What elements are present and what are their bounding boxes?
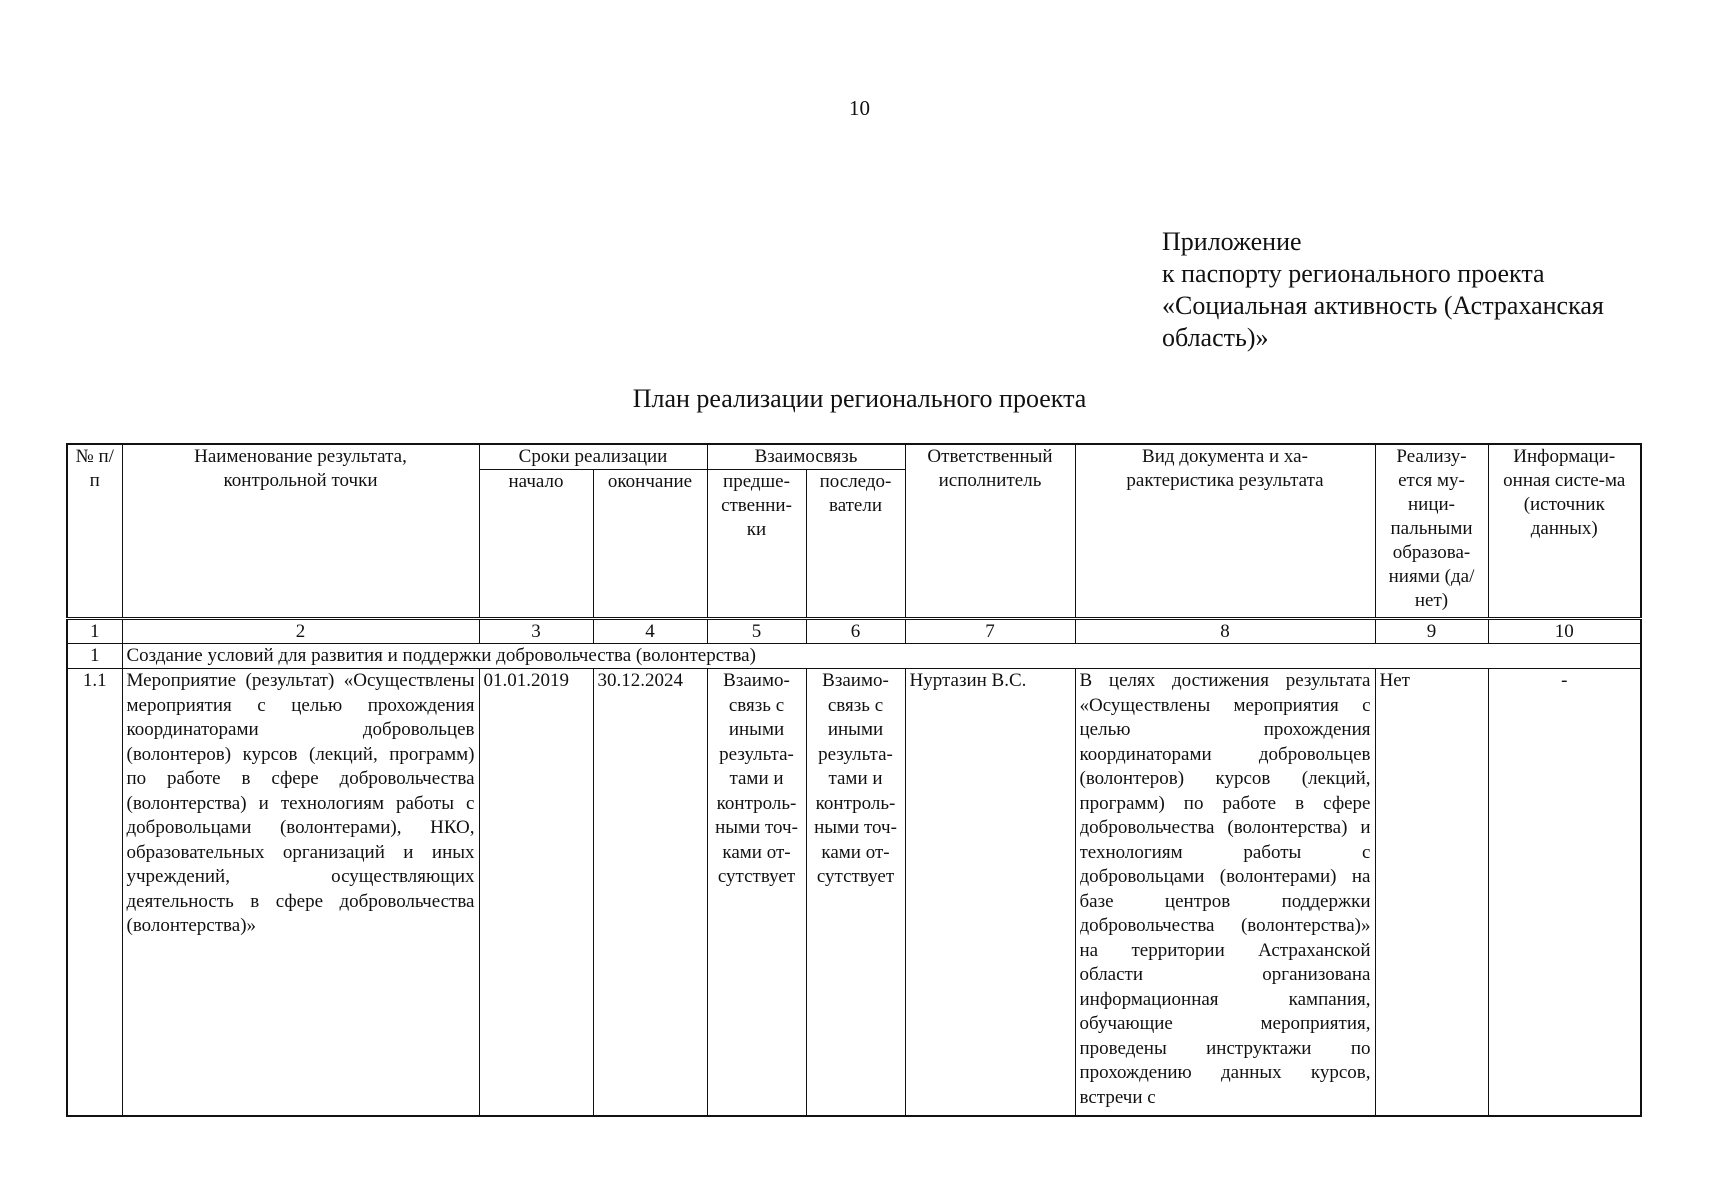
document-title: План реализации регионального проекта (632, 384, 1087, 413)
column-number: 6 (806, 619, 905, 644)
header-municipal: Реализу-ется му-ници-пальными образова-ниями (да/нет) (1375, 444, 1488, 619)
column-number: 4 (593, 619, 707, 644)
successors-cell: Взаимо-связь с иными результа-тами и контроль-ными точ-ками от-сутствует (806, 669, 905, 1117)
table-row (67, 669, 1641, 1117)
column-number: 9 (1375, 619, 1488, 644)
column-number: 1 (67, 619, 122, 644)
responsible-cell: Нуртазин В.С. (905, 669, 1075, 1117)
column-number: 2 (122, 619, 479, 644)
column-number-row (67, 619, 1641, 644)
document-text: В целях достижения результата «Осуществлены мероприятия с целью прохождения координаторами добровольцев (волонтеров) курсов (лекций, программ) по работе в сфере добровольчества (волонтерства) и технологиям работы с добровольцами (волонтерами) на базе центров поддержки добровольчества (волонтерства)» на территории Астраханской области организована информационная кампания, обучающие мероприятия, проведены инструктажи по прохождению данных курсов, встречи с (1079, 670, 1371, 1108)
appendix-line: «Социальная активность (Астраханская (1162, 291, 1604, 320)
header-name: Наименование результата, контрольной точки (122, 444, 479, 619)
header-start: начало (479, 470, 593, 619)
row-number: 1.1 (67, 669, 122, 1117)
header-responsible: Ответственный исполнитель (905, 444, 1075, 619)
column-number: 5 (707, 619, 806, 644)
predecessors-cell: Взаимо-связь с иными результа-тами и контроль-ными точ-ками от-сутствует (707, 669, 806, 1117)
page-number: 10 (849, 96, 870, 120)
header-end: окончание (593, 470, 707, 619)
header-info-system: Информаци-онная систе-ма (источник данных) (1488, 444, 1641, 619)
column-number: 8 (1075, 619, 1375, 644)
section-title: Создание условий для развития и поддержки добровольчества (волонтерства) (122, 644, 1641, 669)
appendix-line: Приложение (1162, 227, 1302, 256)
header-num: № п/п (67, 444, 122, 619)
appendix-line: к паспорту регионального проекта (1162, 259, 1545, 288)
header-document: Вид документа и ха-рактеристика результата (1075, 444, 1375, 619)
header-terms-group: Сроки реализации (479, 444, 707, 470)
column-number: 10 (1488, 619, 1641, 644)
start-date: 01.01.2019 (479, 669, 593, 1117)
municipal-cell: Нет (1375, 669, 1488, 1117)
header-successors: последо-ватели (806, 470, 905, 619)
appendix-line: область)» (1162, 323, 1269, 352)
column-number: 3 (479, 619, 593, 644)
appendix-block (1162, 226, 1702, 354)
result-name: Мероприятие (результат) «Осуществлены мероприятия с целью прохождения координаторами добровольцев (волонтеров) курсов (лекций, программ) по работе в сфере добровольчества (волонтерства) и технологиям работы с добровольцами (волонтерами), НКО, образовательных организаций и иных учреждений, осуществляющих деятельность в сфере добровольчества (волонтерства)» (122, 669, 479, 1117)
implementation-plan-table (66, 443, 1642, 1117)
end-date: 30.12.2024 (593, 669, 707, 1117)
document-cell (1075, 669, 1375, 1117)
section-row (67, 644, 1641, 669)
section-number: 1 (67, 644, 122, 669)
header-predecessors: предше-ственни-ки (707, 470, 806, 619)
column-number: 7 (905, 619, 1075, 644)
header-link-group: Взаимосвязь (707, 444, 905, 470)
info-system-cell: - (1488, 669, 1641, 1117)
